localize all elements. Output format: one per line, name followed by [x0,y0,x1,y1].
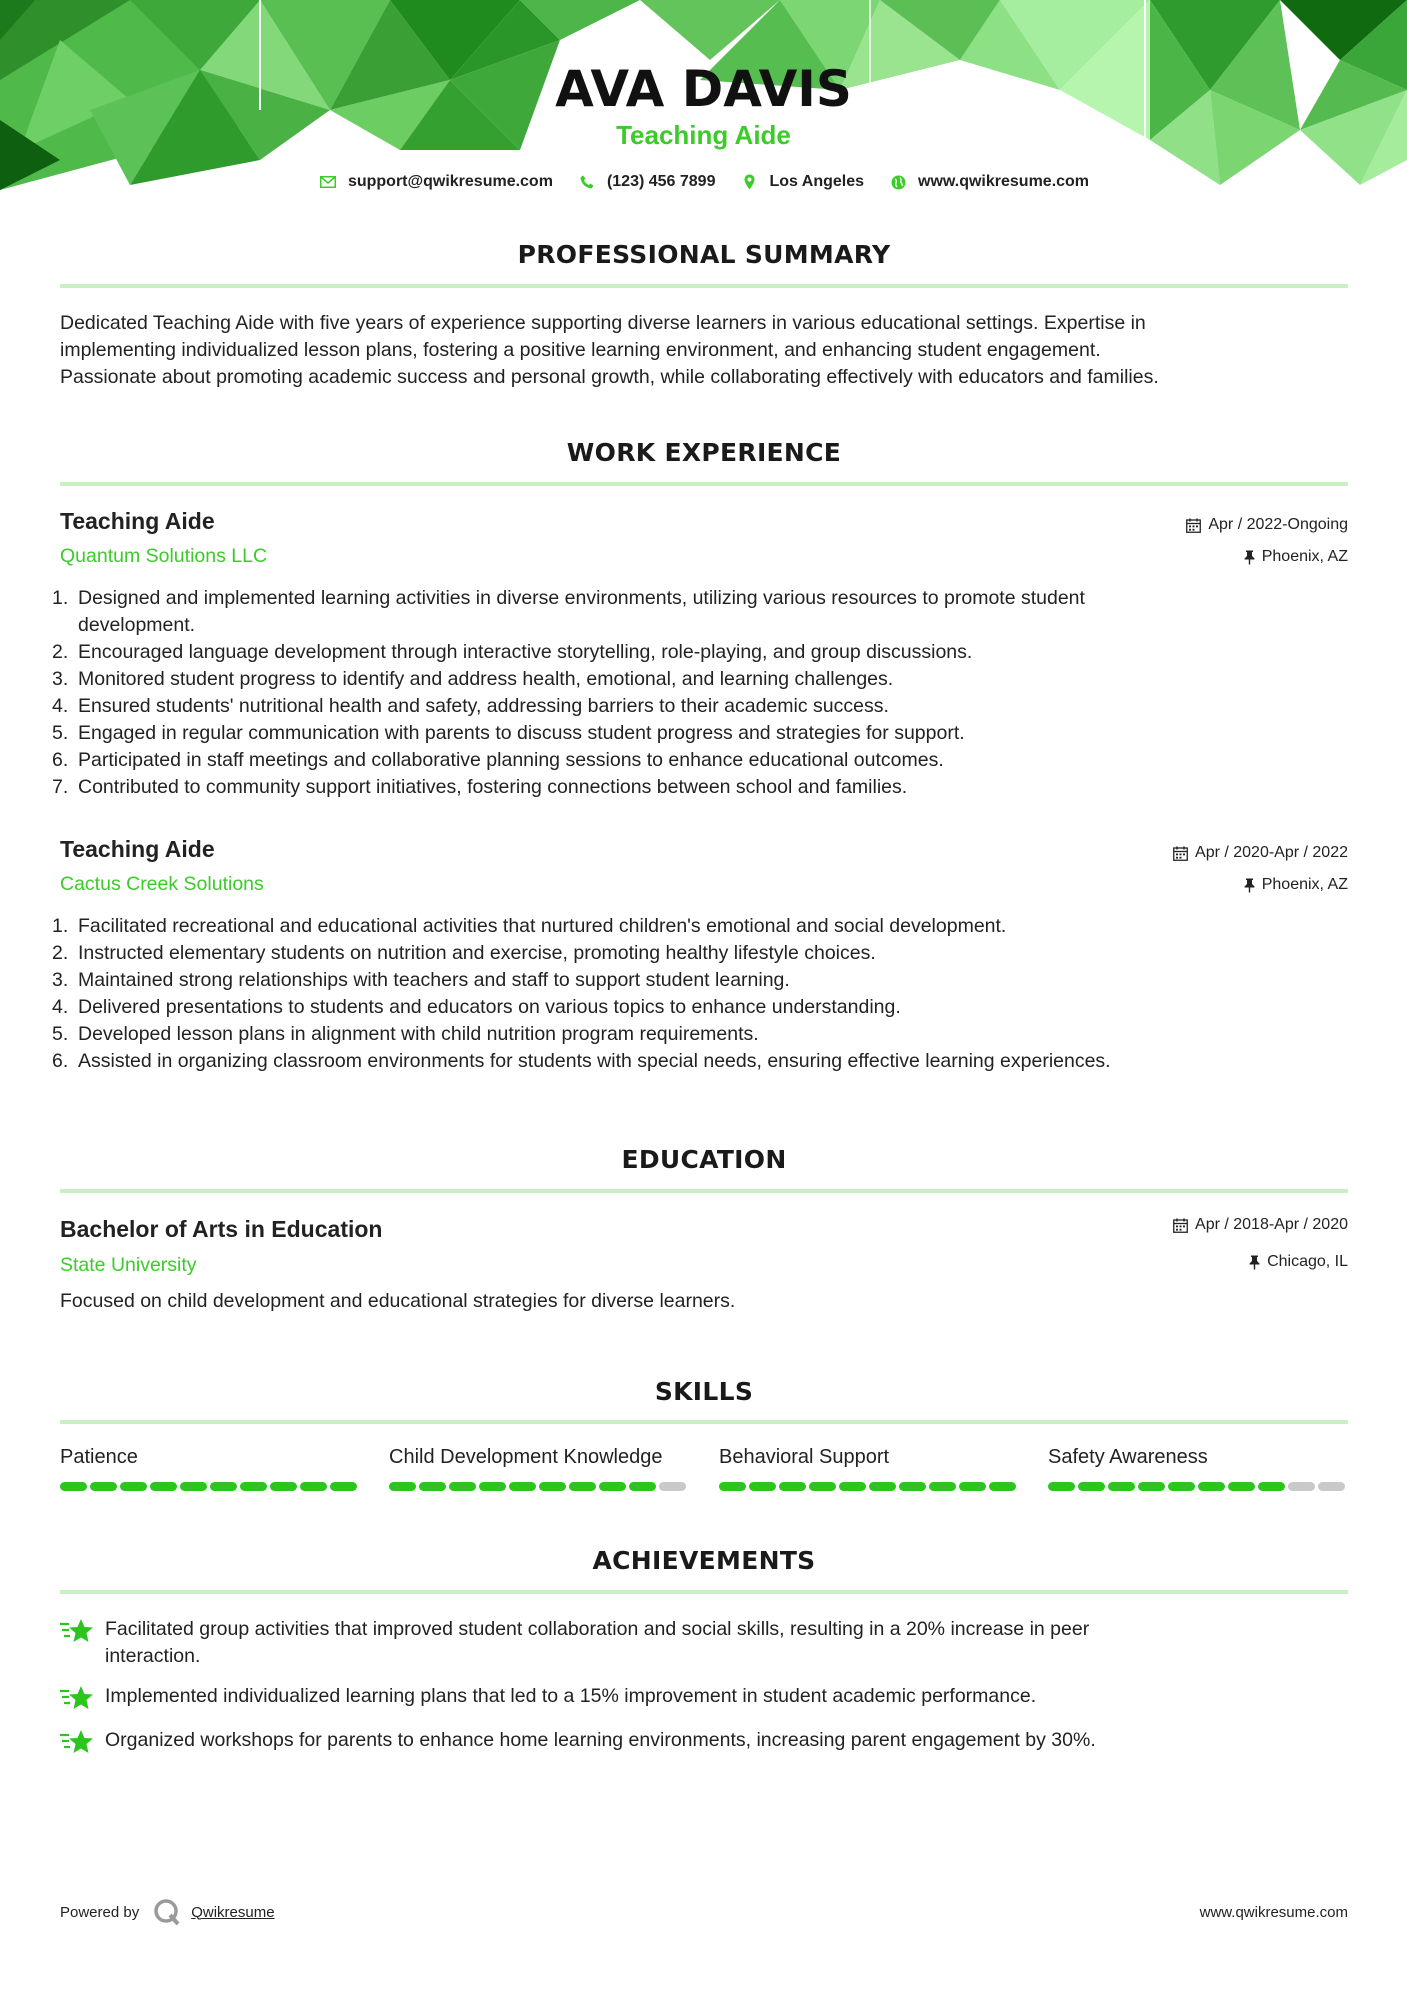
skill-level-bar [60,1482,360,1491]
skill-segment-filled [539,1482,566,1491]
contact-email-text: support@qwikresume.com [347,173,553,190]
achievement-line: Facilitated group activities that improved student collaboration and social skills, resulting in a 20% increase in peer [105,1618,1090,1640]
candidate-name: AVA DAVIS [555,60,852,118]
skill-item [389,1446,689,1491]
summary-line: implementing individualized lesson plans, fostering a positive learning environment, and enhancing student engagement. [60,339,1101,361]
list-item [52,994,1352,1021]
globe-icon [888,172,908,192]
list-text: Delivered presentations to students and educators on various topics to enhance understanding. [78,996,901,1018]
skill-segment-filled [150,1482,177,1491]
list-text: Facilitated recreational and educational activities that nurtured children's emotional and social development. [78,915,1007,937]
job-company: Cactus Creek Solutions [60,873,264,895]
achievement-item [60,1727,1350,1763]
skill-segment-empty [1318,1482,1345,1491]
skill-segment-filled [1078,1482,1105,1491]
skill-segment-filled [330,1482,357,1491]
list-text [78,585,1352,639]
skill-segment-filled [300,1482,327,1491]
list-item [52,666,1352,693]
skill-segment-filled [1228,1482,1255,1491]
skill-segment-filled [270,1482,297,1491]
skill-item [1048,1446,1348,1491]
skill-segment-filled [1198,1482,1225,1491]
skill-segment-filled [1138,1482,1165,1491]
job-dates [1186,516,1348,534]
skill-segment-filled [509,1482,536,1491]
skill-level-bar [389,1482,689,1491]
calendar-icon [1173,1218,1188,1233]
skill-segment-filled [839,1482,866,1491]
contact-bar [0,172,1407,192]
qwikresume-link[interactable]: Qwikresume [191,1903,275,1921]
experience-heading: WORK EXPERIENCE [566,438,842,467]
skill-segment-filled [60,1482,87,1491]
list-item [52,747,1352,774]
skill-level-bar [1048,1482,1348,1491]
list-text: Ensured students' nutritional health and safety, addressing barriers to their academic success. [78,695,889,717]
skill-segment-filled [749,1482,776,1491]
achievement-text: Organized workshops for parents to enhance home learning environments, increasing parent engagement by 30%. [105,1729,1096,1751]
skill-segment-filled [719,1482,746,1491]
achievement-text: Implemented individualized learning plans that led to a 15% improvement in student academic performance. [105,1685,1037,1707]
achievement-text [105,1616,1089,1670]
education-location [1249,1253,1348,1271]
education-heading: EDUCATION [621,1145,787,1174]
envelope-icon [318,172,338,192]
list-number: 7. [52,776,69,798]
list-text: Engaged in regular communication with parents to discuss student progress and strategies for support. [78,722,965,744]
job-title: Teaching Aide [60,508,215,534]
list-text: Maintained strong relationships with teachers and staff to support student learning. [78,969,790,991]
skill-segment-filled [929,1482,956,1491]
list-line: development. [78,614,196,636]
job-location [1244,548,1348,566]
list-line: Designed and implemented learning activities in diverse environments, utilizing various resources to promote student [78,587,1085,609]
skill-segment-filled [180,1482,207,1491]
list-item [52,774,1352,801]
skill-level-bar [719,1482,1019,1491]
skill-segment-filled [449,1482,476,1491]
job-duties-list [52,913,1352,1075]
skill-segment-filled [959,1482,986,1491]
list-item [52,639,1352,666]
summary-line: Passionate about promoting academic success and personal growth, while collaborating effectively with educators and families. [60,366,1159,388]
skill-item [60,1446,360,1491]
footer-powered [60,1898,275,1926]
skill-segment-filled [120,1482,147,1491]
list-number: 2. [52,942,69,964]
calendar-icon [1173,846,1188,861]
skill-segment-filled [389,1482,416,1491]
job-title: Teaching Aide [60,836,215,862]
footer [60,1898,1348,1926]
list-number: 2. [52,641,69,663]
list-number: 1. [52,915,69,937]
pushpin-icon [1244,878,1255,893]
achievement-item [60,1616,1350,1670]
list-number: 4. [52,695,69,717]
powered-by-label: Powered by [60,1903,140,1921]
skill-segment-filled [899,1482,926,1491]
skill-segment-filled [869,1482,896,1491]
education-degree: Bachelor of Arts in Education [60,1216,383,1242]
map-pin-icon [739,172,759,192]
list-item [52,720,1352,747]
achievements-divider [60,1590,1348,1594]
job-location-text: Phoenix, AZ [1261,548,1348,565]
skill-name: Behavioral Support [719,1446,890,1468]
list-item [52,940,1352,967]
star-icon [60,1616,105,1670]
skill-segment-filled [1258,1482,1285,1491]
list-number: 5. [52,1023,69,1045]
skill-name: Safety Awareness [1048,1446,1208,1468]
skill-segment-filled [599,1482,626,1491]
summary-heading: PROFESSIONAL SUMMARY [517,240,891,269]
star-icon [60,1727,105,1763]
summary-divider [60,284,1348,288]
job-dates-text: Apr / 2022-Ongoing [1208,516,1348,533]
pushpin-icon [1244,550,1255,565]
list-number: 3. [52,969,69,991]
list-text: Monitored student progress to identify and address health, emotional, and learning challenges. [78,668,894,690]
education-description: Focused on child development and educational strategies for diverse learners. [60,1290,736,1312]
skill-segment-empty [659,1482,686,1491]
contact-location-text: Los Angeles [769,173,865,190]
skill-segment-filled [629,1482,656,1491]
job-location-text: Phoenix, AZ [1261,876,1348,893]
list-text: Encouraged language development through interactive storytelling, role-playing, and group discussions. [78,641,973,663]
list-number: 4. [52,996,69,1018]
skill-segment-filled [809,1482,836,1491]
list-item [52,967,1352,994]
achievements-heading: ACHIEVEMENTS [592,1546,816,1575]
skill-name: Child Development Knowledge [389,1446,663,1468]
education-location-text: Chicago, IL [1267,1253,1348,1270]
skill-segment-filled [1168,1482,1195,1491]
skill-segment-filled [569,1482,596,1491]
job-company: Quantum Solutions LLC [60,545,268,567]
education-dates-text: Apr / 2018-Apr / 2020 [1195,1216,1348,1233]
achievement-line: interaction. [105,1645,201,1667]
skill-segment-filled [210,1482,237,1491]
list-text: Assisted in organizing classroom environments for students with special needs, ensuring effective learning experiences. [78,1050,1111,1072]
candidate-role: Teaching Aide [616,120,791,150]
calendar-icon [1186,518,1201,533]
list-text: Developed lesson plans in alignment with child nutrition program requirements. [78,1023,759,1045]
skills-heading: SKILLS [654,1377,754,1406]
education-school: State University [60,1254,197,1276]
summary-text [60,310,1350,391]
list-text: Contributed to community support initiatives, fostering connections between school and families. [78,776,908,798]
list-number: 6. [52,749,69,771]
list-text: Instructed elementary students on nutrition and exercise, promoting healthy lifestyle choices. [78,942,876,964]
summary-line: Dedicated Teaching Aide with five years of experience supporting diverse learners in various educational settings. Expertise in [60,312,1146,334]
list-item [52,1021,1352,1048]
experience-divider [60,482,1348,486]
contact-email[interactable] [318,172,553,192]
footer-website[interactable]: www.qwikresume.com [1199,1903,1348,1921]
skill-segment-filled [240,1482,267,1491]
list-text: Participated in staff meetings and collaborative planning sessions to enhance educational outcomes. [78,749,944,771]
list-number: 6. [52,1050,69,1072]
contact-phone[interactable] [577,172,716,192]
phone-icon [577,172,597,192]
education-dates [1173,1216,1348,1234]
skills-divider [60,1420,1348,1424]
contact-website-text: www.qwikresume.com [918,173,1090,190]
achievement-item [60,1683,1350,1719]
list-number: 3. [52,668,69,690]
list-item [52,693,1352,720]
qwikresume-logo-icon [153,1898,181,1926]
education-divider [60,1189,1348,1193]
skill-segment-filled [90,1482,117,1491]
skill-segment-filled [1048,1482,1075,1491]
list-item [52,585,1352,639]
star-icon [60,1683,105,1719]
skill-segment-filled [1108,1482,1135,1491]
job-location [1244,876,1348,894]
list-item [52,1048,1352,1075]
list-item [52,913,1352,940]
contact-location [739,172,864,192]
skill-segment-empty [1288,1482,1315,1491]
job-dates-text: Apr / 2020-Apr / 2022 [1195,844,1348,861]
skill-segment-filled [479,1482,506,1491]
job-duties-list [52,585,1352,801]
skill-name: Patience [60,1446,138,1468]
job-dates [1173,844,1348,862]
list-number: 5. [52,722,69,744]
list-number: 1. [52,587,69,609]
skill-segment-filled [779,1482,806,1491]
skill-item [719,1446,1019,1491]
pushpin-icon [1249,1255,1260,1270]
skill-segment-filled [989,1482,1016,1491]
contact-website[interactable] [888,172,1089,192]
contact-phone-text: (123) 456 7899 [606,173,716,190]
skill-segment-filled [419,1482,446,1491]
